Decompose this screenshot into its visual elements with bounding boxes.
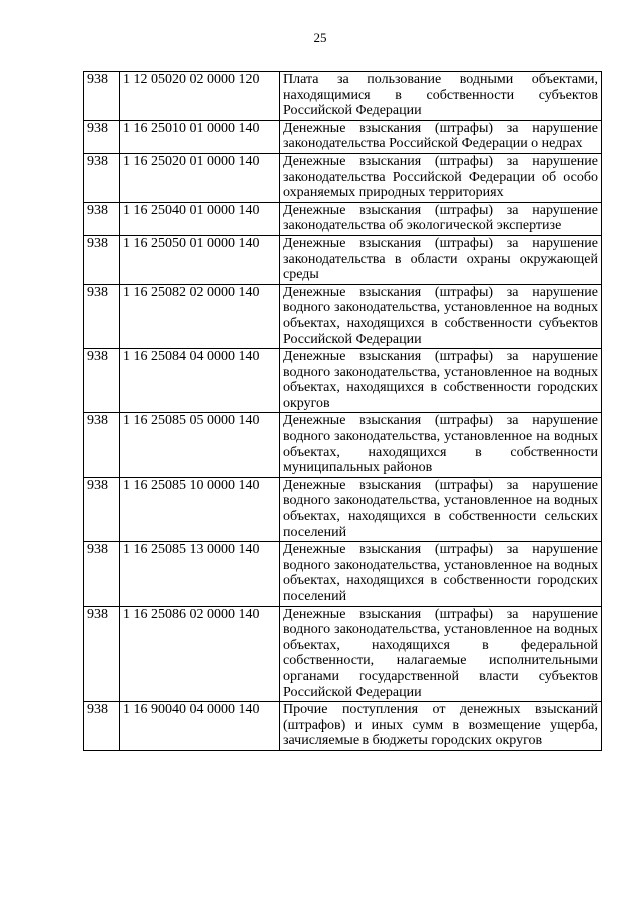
budget-code-cell: 1 16 25082 02 0000 140 [120,284,280,348]
budget-code-cell: 1 16 25040 01 0000 140 [120,202,280,235]
table-row [84,477,602,541]
admin-code-cell: 938 [84,235,120,284]
description-cell: Плата за пользование водными объектами, находящимися в собственности субъектов Российской Федерации [280,72,602,121]
description-cell: Денежные взыскания (штрафы) за нарушение законодательства в области охраны окружающей среды [280,235,602,284]
revenue-codes-table [83,71,602,751]
table-row [84,413,602,477]
table-row [84,702,602,751]
table-row [84,153,602,202]
budget-code-cell: 1 16 90040 04 0000 140 [120,702,280,751]
description-cell: Денежные взыскания (штрафы) за нарушение законодательства об экологической экспертизе [280,202,602,235]
description-cell: Прочие поступления от денежных взысканий (штрафов) и иных сумм в возмещение ущерба, зачисляемые в бюджеты городских округов [280,702,602,751]
description-cell: Денежные взыскания (штрафы) за нарушение водного законодательства, установленное на водных объектах, находящихся в собственности городских поселений [280,542,602,606]
admin-code-cell: 938 [84,477,120,541]
description-cell: Денежные взыскания (штрафы) за нарушение водного законодательства, установленное на водных объектах, находящихся в федеральной собственности, налагаемые исполнительными органами государственной власти субъектов Российской Федерации [280,606,602,702]
budget-code-cell: 1 16 25010 01 0000 140 [120,120,280,153]
table-row [84,606,602,702]
table-row [84,235,602,284]
table-row [84,284,602,348]
budget-code-cell: 1 16 25085 10 0000 140 [120,477,280,541]
budget-code-cell: 1 16 25050 01 0000 140 [120,235,280,284]
admin-code-cell: 938 [84,606,120,702]
admin-code-cell: 938 [84,72,120,121]
admin-code-cell: 938 [84,153,120,202]
budget-code-cell: 1 16 25085 13 0000 140 [120,542,280,606]
description-cell: Денежные взыскания (штрафы) за нарушение водного законодательства, установленное на водных объектах, находящихся в собственности сельских поселений [280,477,602,541]
description-cell: Денежные взыскания (штрафы) за нарушение водного законодательства, установленное на водных объектах, находящихся в собственности муниципальных районов [280,413,602,477]
table-row [84,542,602,606]
budget-code-cell: 1 16 25084 04 0000 140 [120,349,280,413]
admin-code-cell: 938 [84,202,120,235]
table-row [84,349,602,413]
budget-code-cell: 1 16 25020 01 0000 140 [120,153,280,202]
table-row [84,72,602,121]
admin-code-cell: 938 [84,284,120,348]
description-cell: Денежные взыскания (штрафы) за нарушение водного законодательства, установленное на водных объектах, находящихся в собственности субъектов Российской Федерации [280,284,602,348]
description-cell: Денежные взыскания (штрафы) за нарушение законодательства Российской Федерации о недрах [280,120,602,153]
description-cell: Денежные взыскания (штрафы) за нарушение водного законодательства, установленное на водных объектах, находящихся в собственности городских округов [280,349,602,413]
budget-code-cell: 1 16 25086 02 0000 140 [120,606,280,702]
description-cell: Денежные взыскания (штрафы) за нарушение законодательства Российской Федерации об особо охраняемых природных территориях [280,153,602,202]
admin-code-cell: 938 [84,413,120,477]
budget-code-cell: 1 12 05020 02 0000 120 [120,72,280,121]
admin-code-cell: 938 [84,120,120,153]
budget-code-cell: 1 16 25085 05 0000 140 [120,413,280,477]
admin-code-cell: 938 [84,542,120,606]
table-row [84,202,602,235]
table-row [84,120,602,153]
admin-code-cell: 938 [84,702,120,751]
page-number: 25 [313,30,327,45]
admin-code-cell: 938 [84,349,120,413]
